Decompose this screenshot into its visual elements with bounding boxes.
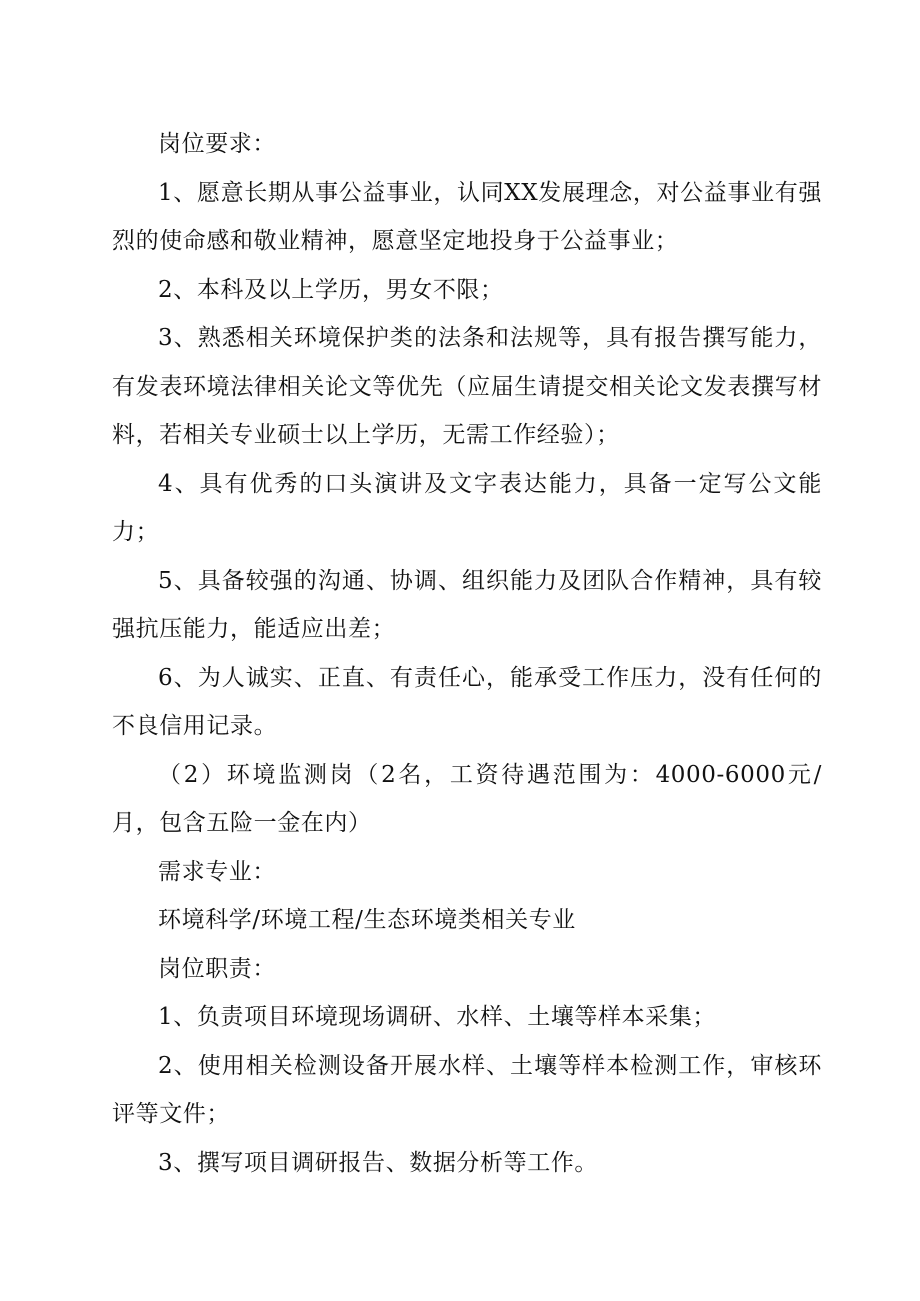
- position-title-environmental-monitoring: （2）环境监测岗（2名，工资待遇范围为：4000-6000元/月，包含五险一金在内）: [112, 761, 822, 836]
- section-heading-required-majors: 需求专业：: [158, 858, 276, 885]
- duty-item-2: 2、使用相关检测设备开展水样、土壤等样本检测工作，审核环评等文件；: [112, 1052, 822, 1127]
- requirement-item-1: 1、愿意长期从事公益事业，认同XX发展理念，对公益事业有强烈的使命感和敬业精神，愿意坚定地投身于公益事业；: [112, 179, 822, 254]
- requirement-item-5: 5、具备较强的沟通、协调、组织能力及团队合作精神，具有较强抗压能力，能适应出差；: [112, 567, 822, 642]
- requirement-item-2: 2、本科及以上学历，男女不限；: [158, 276, 504, 303]
- required-majors-list: 环境科学/环境工程/生态环境类相关专业: [158, 907, 576, 933]
- section-heading-job-requirements: 岗位要求：: [158, 131, 276, 157]
- duty-item-3: 3、撰写项目调研报告、数据分析等工作。: [158, 1149, 599, 1176]
- section-heading-job-duties: 岗位职责：: [158, 955, 276, 982]
- requirement-item-3: 3、熟悉相关环境保护类的法条和法规等，具有报告撰写能力，有发表环境法律相关论文等优先（应届生请提交相关论文发表撰写材料，若相关专业硕士以上学历，无需工作经验）；: [112, 325, 822, 448]
- requirement-item-6: 6、为人诚实、正直、有责任心，能承受工作压力，没有任何的不良信用记录。: [112, 664, 822, 739]
- duty-item-1: 1、负责项目环境现场调研、水样、土壤等样本采集；: [158, 1004, 717, 1030]
- document-body: [112, 120, 822, 1187]
- requirement-item-4: 4、具有优秀的口头演讲及文字表达能力，具备一定写公文能力；: [112, 470, 822, 545]
